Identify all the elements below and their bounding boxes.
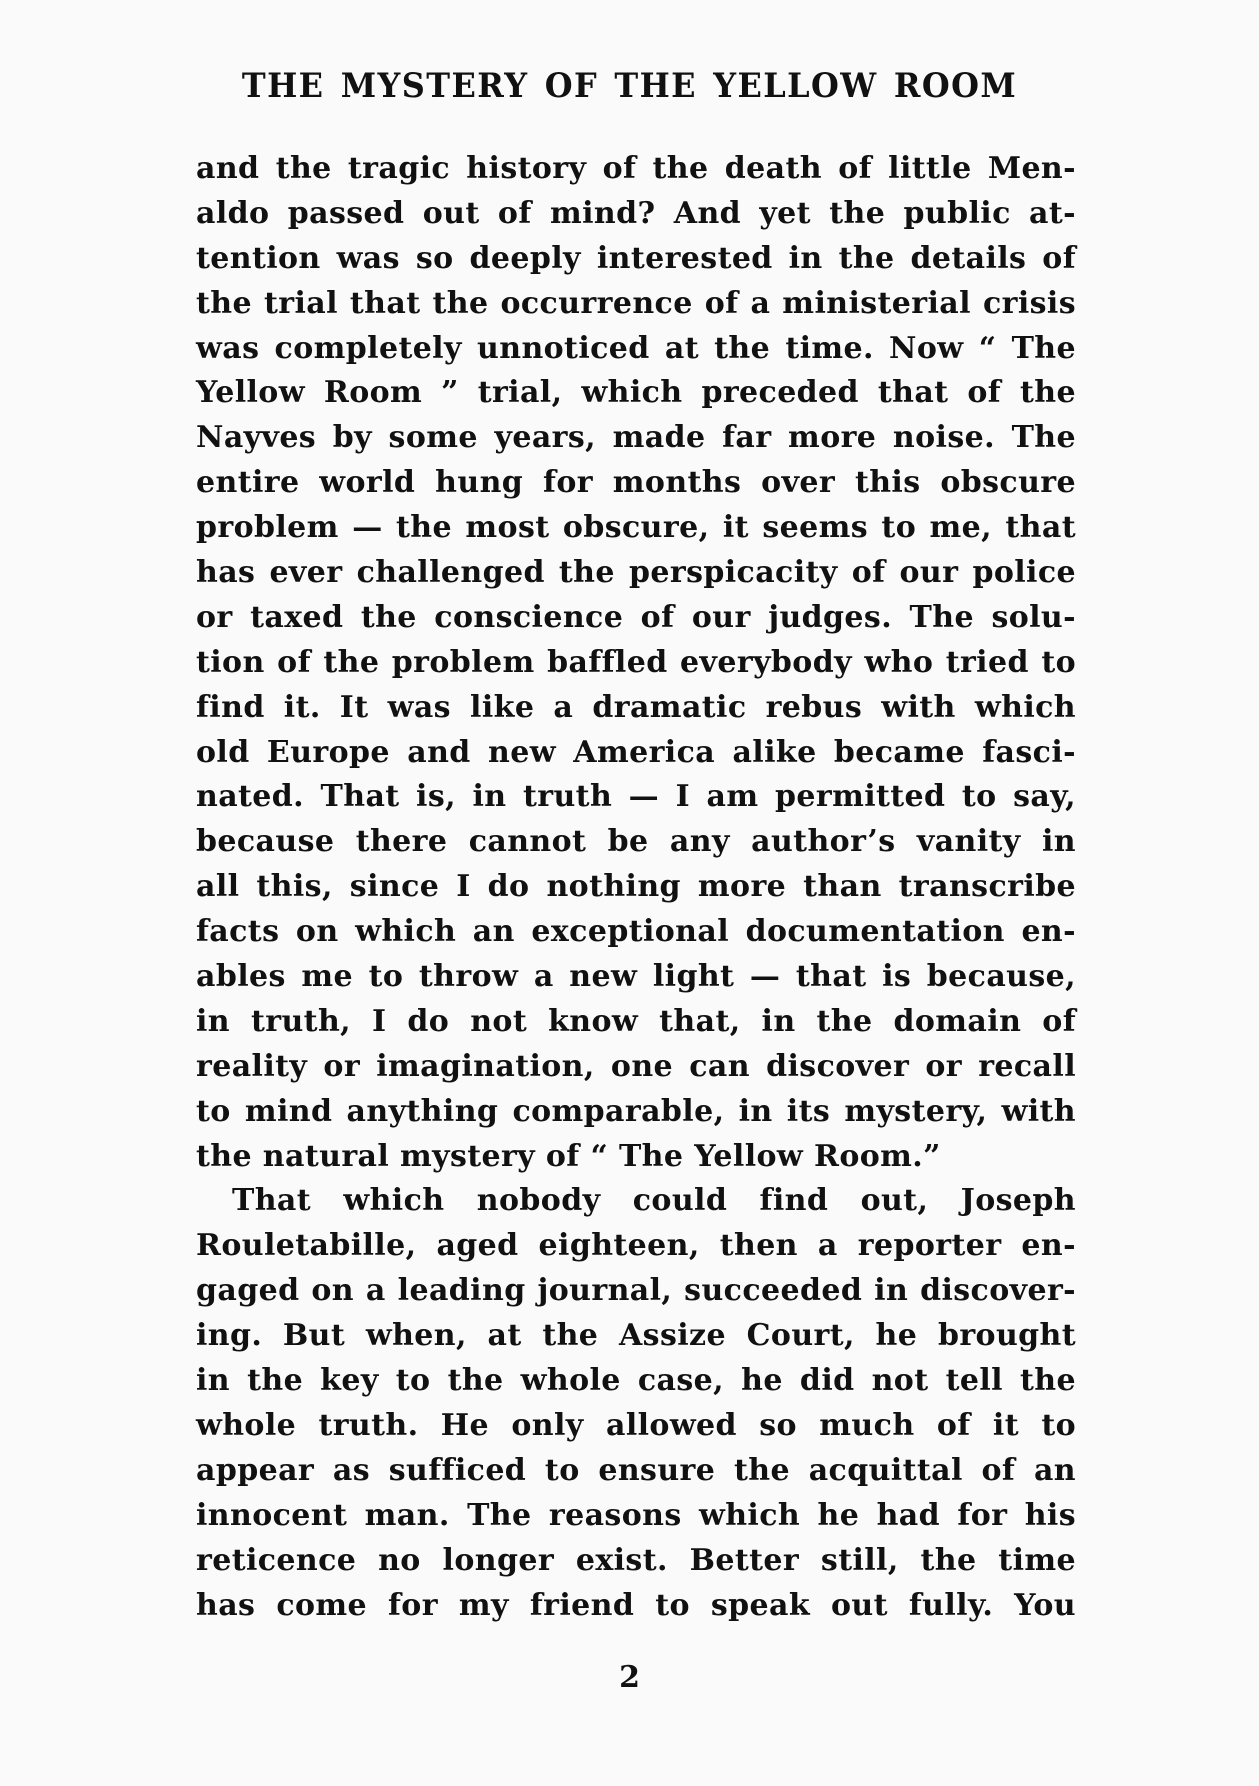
text-line: tion of the problem baffled everybody who tried to [196,644,1076,680]
text-line: problem — the most obscure, it seems to me, that [196,510,1076,546]
text-line: Nayves by some years, made far more noise. The [196,420,1076,456]
text-line: and the tragic history of the death of little Men- [196,151,1076,186]
text-line: appear as sufficed to ensure the acquittal of an [196,1452,1076,1488]
text-line: tention was so deeply interested in the details of [196,240,1076,276]
text-line: gaged on a leading journal, succeeded in discover- [196,1273,1076,1309]
text-line: entire world hung for months over this obscure [196,465,1076,501]
running-head: THE MYSTERY OF THE YELLOW ROOM [241,66,1018,106]
text-line: the natural mystery of “ The Yellow Room.” [196,1138,941,1174]
text-line: facts on which an exceptional documentation en- [196,914,1076,950]
text-line: Rouletabille, aged eighteen, then a reporter en- [196,1228,1076,1264]
text-line: the trial that the occurrence of a ministerial crisis [196,285,1076,321]
text-line: in the key to the whole case, he did not tell the [196,1363,1076,1399]
text-line: to mind anything comparable, in its mystery, with [196,1093,1076,1129]
text-line-indented: That which nobody could find out, Joseph [232,1183,1076,1219]
text-line: whole truth. He only allowed so much of it to [196,1407,1076,1443]
body-text [196,147,1076,1628]
text-line: reality or imagination, one can discover or recall [196,1048,1076,1084]
text-line: because there cannot be any author’s vanity in [196,824,1076,860]
text-line: innocent man. The reasons which he had for his [196,1497,1076,1533]
text-line: all this, since I do nothing more than transcribe [196,869,1076,905]
text-line: ables me to throw a new light — that is because, [196,959,1076,995]
text-line: nated. That is, in truth — I am permitted to say, [196,779,1076,815]
text-line: or taxed the conscience of our judges. The solu- [196,599,1076,635]
text-line: aldo passed out of mind? And yet the public at- [196,195,1076,231]
text-line: has come for my friend to speak out fully. You [196,1587,1076,1623]
text-line: ing. But when, at the Assize Court, he brought [196,1318,1076,1354]
page-number: 2 [619,1660,640,1695]
text-line: reticence no longer exist. Better still, the time [196,1542,1076,1578]
text-line: in truth, I do not know that, in the domain of [196,1003,1076,1039]
text-line: has ever challenged the perspicacity of our police [196,555,1076,591]
text-line: find it. It was like a dramatic rebus with which [196,689,1076,725]
text-line: old Europe and new America alike became fasci- [196,734,1076,770]
text-line: was completely unnoticed at the time. Now “ The [196,330,1076,366]
text-line: Yellow Room ” trial, which preceded that of the [196,375,1076,411]
